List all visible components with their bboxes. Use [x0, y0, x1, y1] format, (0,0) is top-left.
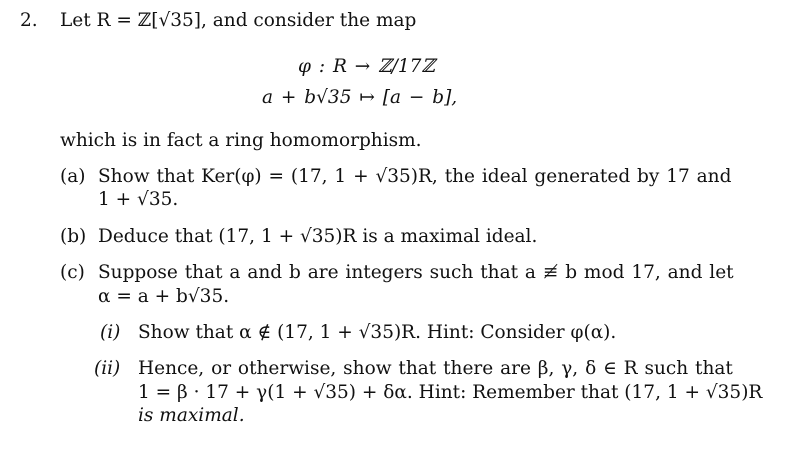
- subpart-ii-text-line2: 1 = β · 17 + γ(1 + √35) + δα. Hint: Remember that (17, 1 + √35)R: [138, 382, 763, 403]
- homomorphism-remark: which is in fact a ring homomorphism.: [60, 130, 422, 151]
- subpart-ii-text-line3: is maximal.: [138, 405, 245, 426]
- intro-text: Let R = ℤ[√35], and consider the map: [60, 10, 417, 31]
- subpart-ii-label: (ii): [94, 358, 121, 379]
- part-b-label: (b): [60, 226, 87, 247]
- subpart-i-label: (i): [100, 322, 121, 343]
- map-rule: a + b√35 ↦ [a − b],: [262, 87, 458, 108]
- part-a-text-line2: 1 + √35.: [98, 189, 179, 210]
- problem-number: 2.: [20, 10, 38, 31]
- part-a-text-line1: Show that Ker(φ) = (17, 1 + √35)R, the ideal generated by 17 and: [98, 166, 732, 187]
- part-c-text-line1: Suppose that a and b are integers such that a ≢ b mod 17, and let: [98, 262, 734, 283]
- part-c-text-line2: α = a + b√35.: [98, 286, 230, 307]
- subpart-ii-text-line1: Hence, or otherwise, show that there are β, γ, δ ∈ R such that: [138, 358, 733, 379]
- part-b-text: Deduce that (17, 1 + √35)R is a maximal ideal.: [98, 226, 538, 247]
- part-a-label: (a): [60, 166, 86, 187]
- part-c-label: (c): [60, 262, 85, 283]
- map-definition: φ : R → ℤ/17ℤ: [298, 56, 435, 77]
- subpart-i-text: Show that α ∉ (17, 1 + √35)R. Hint: Consider φ(α).: [138, 322, 617, 343]
